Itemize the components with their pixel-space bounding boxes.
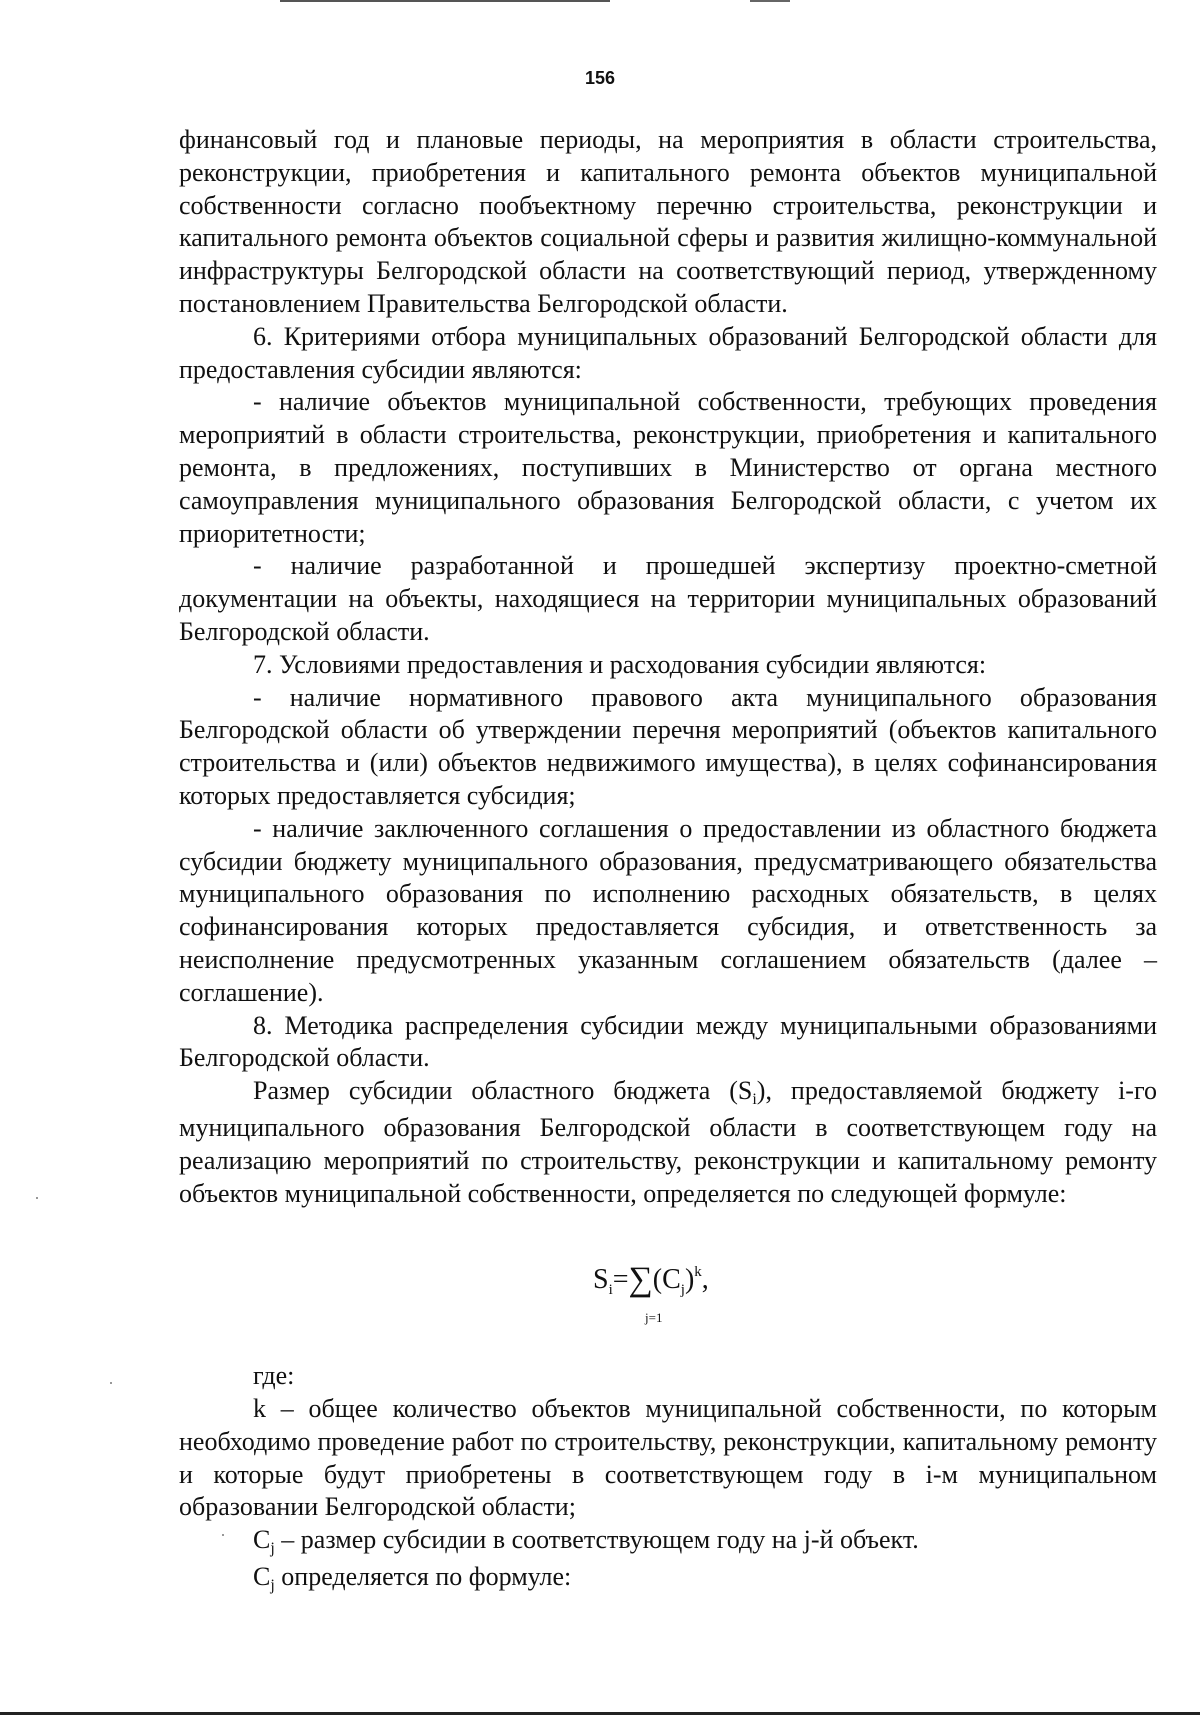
subsidy-size-rest: ), предоставляемой бюджету i-го муниципального образования Белгородской области в соответствующем году на реализацию мероприятий по строительству, реконструкции и капитальному ремонту объектов муниципальной собственности, определяется по следующей формуле:: [179, 1076, 1157, 1208]
formula-term-subscript: j: [680, 1282, 685, 1299]
scan-speck: [110, 1382, 112, 1384]
cj-symbol: C: [253, 1525, 271, 1555]
cj2-subscript: j: [270, 1577, 275, 1595]
sigma-symbol: ∑: [628, 1261, 653, 1299]
definition-k: k – общее количество объектов муниципальной собственности, по которым необходимо проведение работ по строительству, реконструкции, капитальному ремонту и которые будут приобретены в соответствующем году в i-м муниципальном образовании Белгородской области;: [179, 1394, 1157, 1522]
formula-term-close: ): [684, 1264, 695, 1296]
paragraph-criteria-item-1: - наличие объектов муниципальной собственности, требующих проведения мероприятий в области строительства, реконструкции, приобретения и капитального ремонта, в предложениях, поступивших в Министерство от органа местного самоуправления муниципального образования Белгородской области, с учетом их приоритетности;: [179, 387, 1157, 548]
document-body: [179, 124, 1157, 1598]
paragraph-conditions-heading: 7. Условиями предоставления и расходования субсидии являются:: [253, 649, 987, 679]
formula-equals: =: [612, 1264, 629, 1296]
paragraph-conditions-item-1: - наличие нормативного правового акта муниципального образования Белгородской области об утверждении перечня мероприятий (объектов капитального строительства и (или) объектов недвижимого имущества), в целях софинансирования которых предоставляется субсидия;: [179, 682, 1157, 810]
formula-lhs-subscript: i: [608, 1282, 613, 1299]
cj2-symbol: C: [253, 1562, 271, 1592]
paragraph-subsidy-size: [179, 1075, 1157, 1210]
paragraph-methodology-heading: 8. Методика распределения субсидии между муниципальными образованиями Белгородской области.: [179, 1010, 1157, 1073]
scan-edge-mark: [750, 0, 790, 2]
scan-edge-mark: [280, 0, 610, 2]
page-number: 156: [584, 68, 616, 88]
cj-definition-text: – размер субсидии в соответствующем году на j-й объект.: [274, 1525, 919, 1555]
subsidy-formula: [593, 1261, 709, 1326]
where-label: где:: [253, 1361, 295, 1391]
scan-speck: [222, 1534, 224, 1536]
subsidy-size-subscript: i: [752, 1091, 757, 1109]
scan-speck: [36, 1197, 38, 1199]
cj2-definition-text: определяется по формуле:: [274, 1562, 572, 1592]
scan-edge-mark: [0, 1712, 1200, 1715]
formula-trailing-comma: ,: [701, 1264, 709, 1296]
paragraph-criteria-heading: 6. Критериями отбора муниципальных образований Белгородской области для предоставления субсидии являются:: [179, 321, 1157, 384]
sigma-lower-limit: j=1: [645, 1310, 663, 1326]
formula-term-open: (C: [652, 1264, 681, 1296]
formula-block: [179, 1210, 1157, 1360]
cj-subscript: j: [270, 1540, 275, 1558]
formula-lhs: S: [593, 1264, 609, 1296]
definition-cj-formula-intro: [179, 1561, 1157, 1598]
definition-cj: [179, 1524, 1157, 1561]
paragraph-continuation: финансовый год и плановые периоды, на мероприятия в области строительства, реконструкции, приобретения и капитального ремонта объектов муниципальной собственности согласно пообъектному перечню строительства, реконструкции и капитального ремонта объектов социальной сферы и развития жилищно-коммунальной инфраструктуры Белгородской области на соответствующий период, утвержденному постановлением Правительства Белгородской области.: [179, 125, 1157, 318]
subsidy-size-lead: Размер субсидии областного бюджета (S: [253, 1076, 753, 1106]
paragraph-criteria-item-2: - наличие разработанной и прошедшей экспертизу проектно-сметной документации на объекты, находящиеся на территории муниципальных образований Белгородской области.: [179, 551, 1157, 646]
formula-power: k: [694, 1264, 702, 1281]
paragraph-conditions-item-2: - наличие заключенного соглашения о предоставлении из областного бюджета субсидии бюджету муниципального образования, предусматривающего обязательства муниципального образования по исполнению расходных обязательств, в целях софинансирования которых предоставляется субсидия, и ответственность за неисполнение предусмотренных указанным соглашением обязательств (далее – соглашение).: [179, 813, 1157, 1007]
